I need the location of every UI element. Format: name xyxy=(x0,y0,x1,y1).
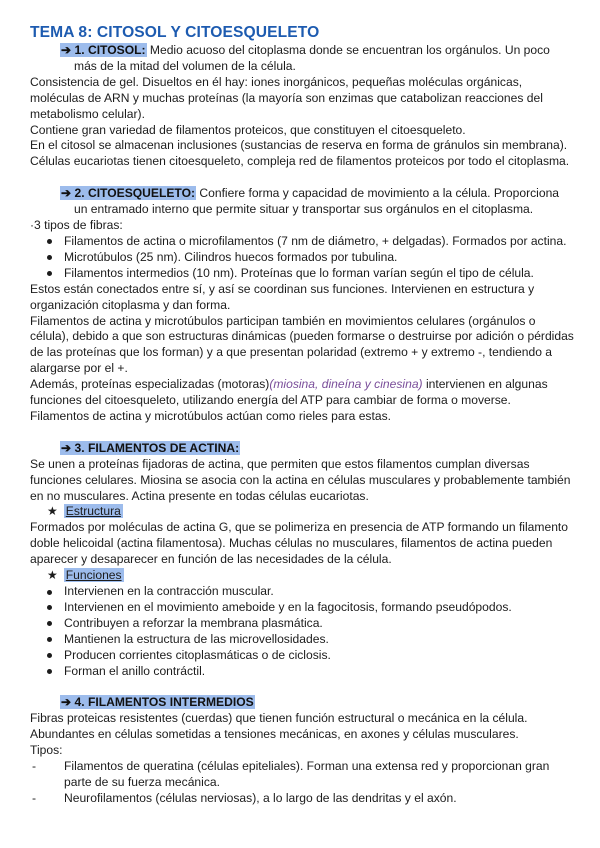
types-label: Tipos: xyxy=(30,743,63,758)
arrow-icon: ➔ xyxy=(61,695,72,710)
section-1-intro: Medio acuoso del citoplasma donde se encuentran los orgánulos. Un poco más de la mitad del volumen de la célula. xyxy=(74,43,550,73)
s2-paragraph: Filamentos de actina y microtúbulos actúan como rieles para estas. xyxy=(30,408,391,423)
s2-paragraph: Además, proteínas especializadas (motoras)(miosina, dineína y cinesina) intervienen en algunas funciones del citoesqueleto, utilizando energía del ATP para cambiar de forma o moverse. xyxy=(30,377,548,408)
s1-paragraph: Contiene gran variedad de filamentos proteicos, que constituyen el citoesqueleto. xyxy=(30,122,466,137)
subheading-estructura: ★ Estructura xyxy=(47,504,121,519)
list-item: Filamentos intermedios (10 nm). Proteínas que lo forman varían según el tipo de célula. xyxy=(30,266,574,282)
section-2-heading xyxy=(60,186,574,218)
subheading-funciones: ★ Funciones xyxy=(47,568,122,583)
s3-paragraph: Se unen a proteínas fijadoras de actina, que permiten que estos filamentos cumplan diversas funciones celulares. Miosina se asocia con la actina en células musculares y probablemente también en no musculares. Actina presente en todas células eucariotas. xyxy=(30,456,571,503)
s2-paragraph: Filamentos de actina y microtúbulos participan también en movimientos celulares (orgánulos o célula), debido a que son estructuras dinámicas (pueden formarse o destruirse por adición o pérdidas de las proteínas que los forman) y a que presentan polaridad (extremo + y extremo -, tendiendo a alargarse por el +. xyxy=(30,313,574,376)
section-1-heading xyxy=(60,43,574,75)
arrow-icon: ➔ xyxy=(61,440,72,455)
list-item: Producen corrientes citoplasmáticas o de ciclosis. xyxy=(30,648,574,664)
list-item: Intervienen en el movimiento ameboide y en la fagocitosis, formando pseudópodos. xyxy=(30,600,574,616)
s1-paragraph: Células eucariotas tienen citoesqueleto, compleja red de filamentos proteicos por todo el citoplasma. xyxy=(30,154,570,169)
motor-proteins-examples: (miosina, dineína y cinesina) xyxy=(269,377,423,392)
arrow-icon: ➔ xyxy=(61,43,72,57)
fiber-types-list xyxy=(30,234,574,282)
section-4-label: ➔ 4. FILAMENTOS INTERMEDIOS xyxy=(61,695,254,710)
section-3-heading xyxy=(60,441,574,457)
fiber-types-label: ·3 tipos de fibras: xyxy=(30,218,123,233)
s3-paragraph: Formados por moléculas de actina G, que se polimeriza en presencia de ATP formando un filamento doble helicoidal (actina filamentosa). Muchas células no musculares, filamentos de actina pueden aparecer y desaparecer en función de las necesidades de la célula. xyxy=(30,520,569,567)
section-4-heading xyxy=(60,695,574,711)
s4-paragraph: Abundantes en células sometidas a tensiones mecánicas, en axones y células musculares. xyxy=(30,727,519,742)
section-2-intro: Confiere forma y capacidad de movimiento a la célula. Proporciona un entramado interno que permite situar y transportar sus orgánulos en el citoplasma. xyxy=(74,186,560,217)
star-icon: ★ xyxy=(47,504,58,519)
s4-paragraph: Fibras proteicas resistentes (cuerdas) que tienen función estructural o mecánica en la célula. xyxy=(30,711,528,726)
list-item: Contribuyen a reforzar la membrana plasmática. xyxy=(30,616,574,632)
list-item: Mantienen la estructura de las microvellosidades. xyxy=(30,632,574,648)
s2-paragraph: Estos están conectados entre sí, y así se coordinan sus funciones. Intervienen en estructura y organización citoplasma y dan forma. xyxy=(30,281,535,312)
types-list xyxy=(30,759,574,807)
list-item: - Neurofilamentos (células nerviosas), a lo largo de las dendritas y el axón. xyxy=(30,791,574,807)
functions-list xyxy=(30,584,574,679)
page-title: TEMA 8: CITOSOL Y CITOESQUELETO xyxy=(30,24,320,41)
list-item: Forman el anillo contráctil. xyxy=(30,664,574,680)
section-1-label: ➔ 1. CITOSOL: xyxy=(61,43,146,57)
star-icon: ★ xyxy=(47,568,58,583)
s1-paragraph: En el citosol se almacenan inclusiones (sustancias de reserva en forma de gránulos sin membrana). xyxy=(30,138,568,153)
section-3-label: ➔ 3. FILAMENTOS DE ACTINA: xyxy=(61,440,240,455)
section-2-label: ➔ 2. CITOESQUELETO: xyxy=(61,186,196,201)
list-item: - Filamentos de queratina (células epiteliales). Forman una extensa red y proporcionan gran parte de su fuerza mecánica. xyxy=(30,759,574,791)
list-item: Microtúbulos (25 nm). Cilindros huecos formados por tubulina. xyxy=(30,250,574,266)
arrow-icon: ➔ xyxy=(61,186,72,201)
s1-paragraph: Consistencia de gel. Disueltos en él hay: iones inorgánicos, pequeñas moléculas orgánicas, moléculas de ARN y muchas proteínas (la mayoría son enzimas que catabolizan reacciones del metabolismo celular). xyxy=(30,74,543,121)
list-item: Intervienen en la contracción muscular. xyxy=(30,584,574,600)
list-item: Filamentos de actina o microfilamentos (7 nm de diámetro, + delgadas). Formados por actina. xyxy=(30,234,574,250)
